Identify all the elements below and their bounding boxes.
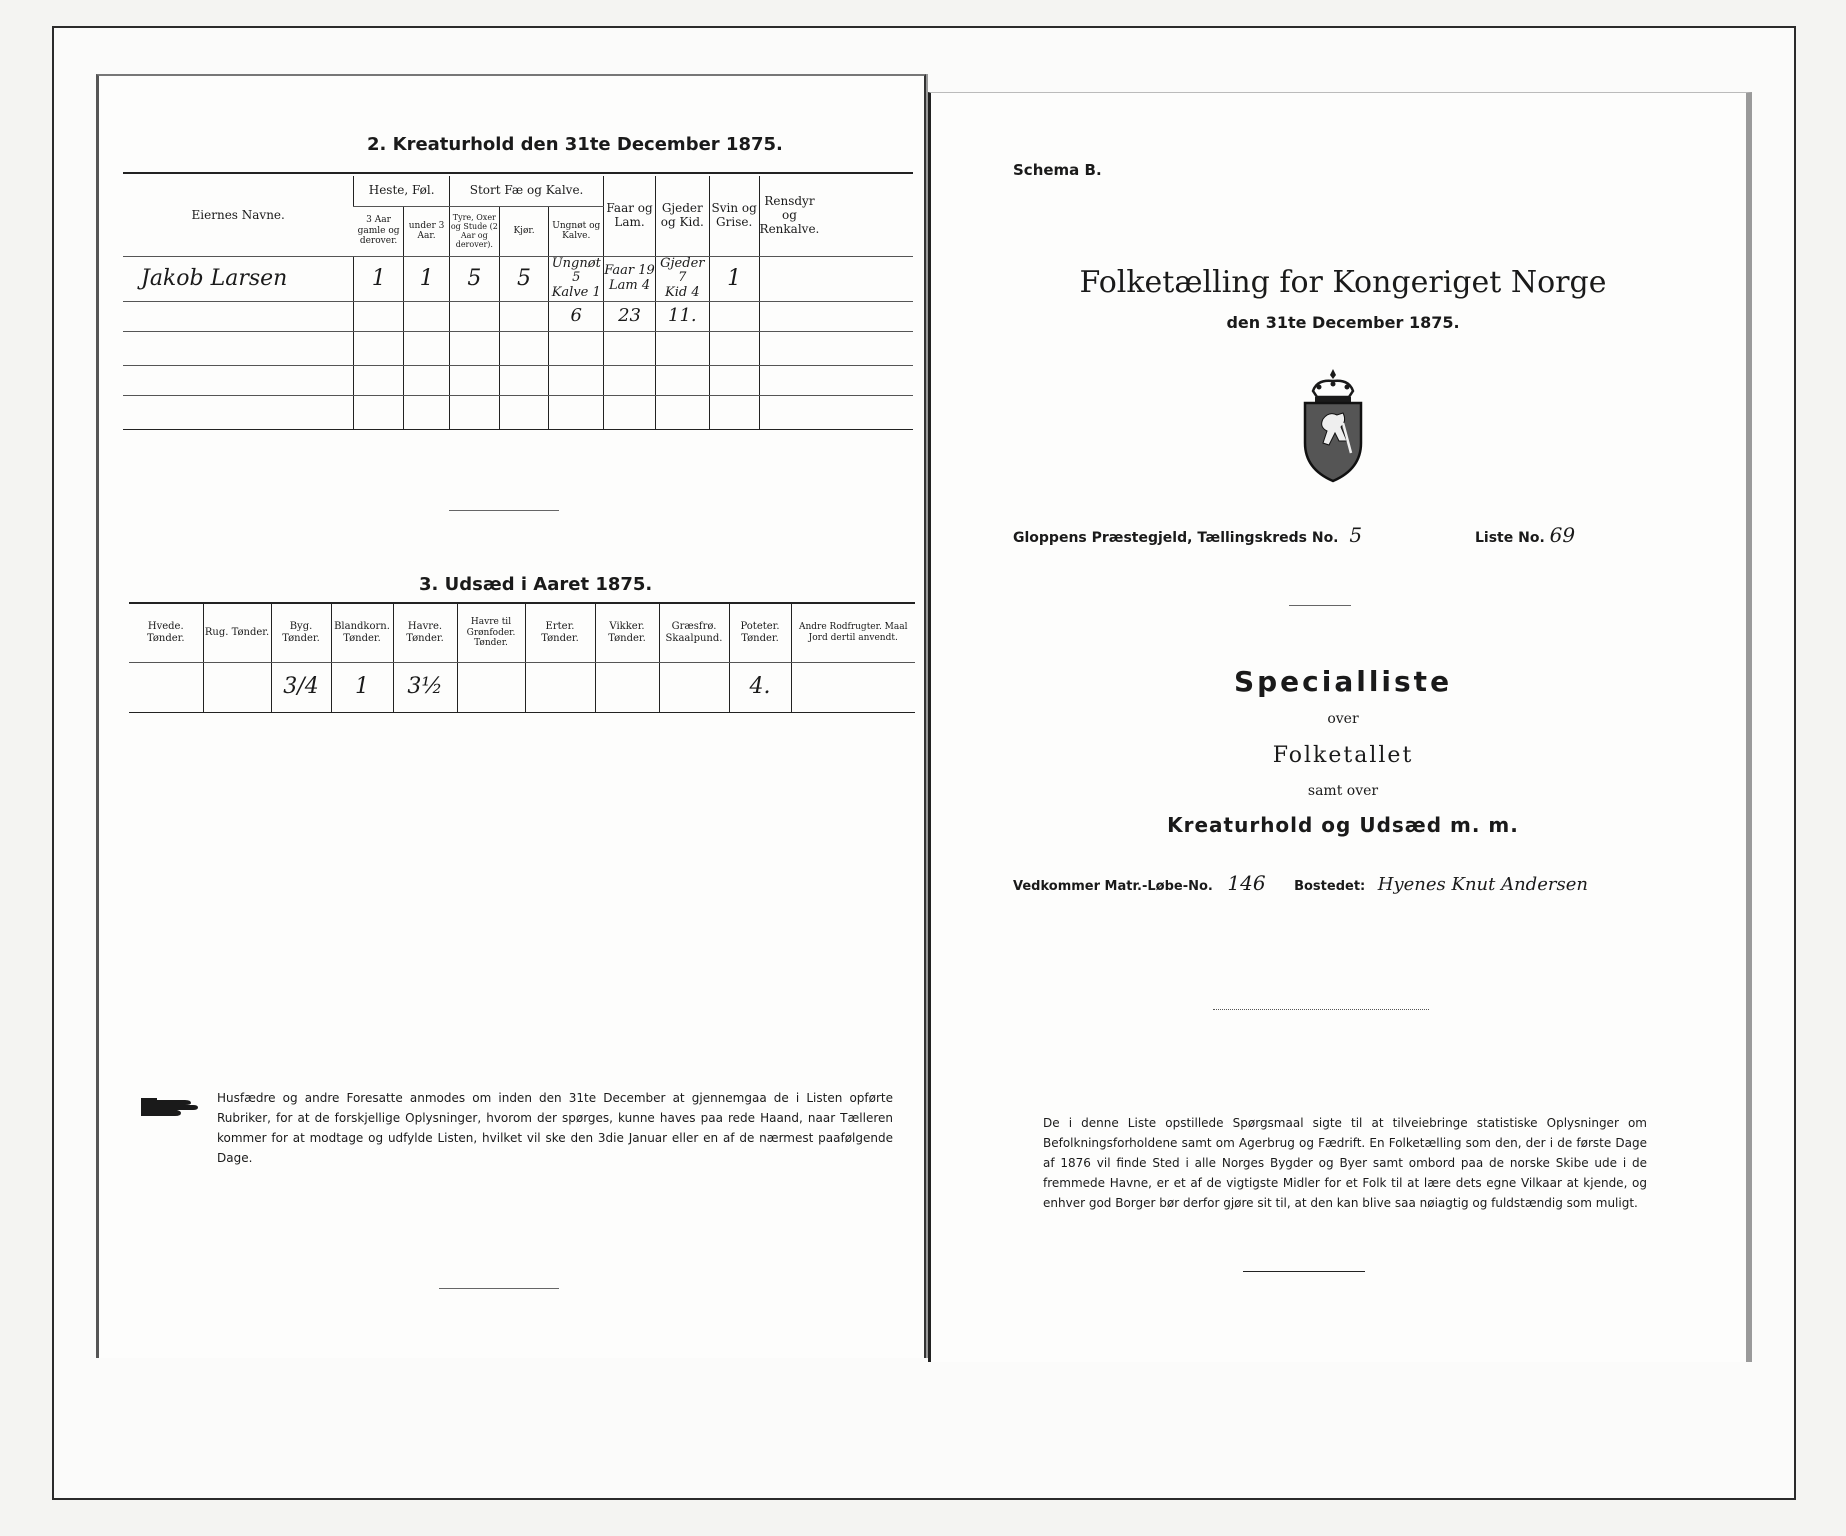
matr-line [1013, 871, 1588, 895]
horses-old-header: 3 Aar gamle og derover. [354, 206, 404, 256]
prestegjeld-label: Præstegjeld, [1091, 530, 1193, 546]
rye-header: Rug. Tønder. [203, 604, 271, 662]
goats-value: Gjeder 7 Kid 4 [655, 256, 709, 302]
horses-old-value: 1 [354, 256, 404, 302]
owner-header: Eiernes Navne. [123, 176, 354, 256]
district-line [1013, 523, 1362, 547]
bottom-rule-left [439, 1288, 559, 1289]
potatoes-header: Poteter. Tønder. [729, 604, 791, 662]
kreds-label: Tællingskreds No. [1197, 530, 1339, 546]
livestock-table [123, 176, 913, 430]
grass-seed-value [659, 662, 729, 712]
norwegian-coat-of-arms-icon [1293, 365, 1373, 485]
bulls-value: 5 [449, 256, 499, 302]
section3-title: 3. Udsæd i Aaret 1875. [419, 574, 653, 595]
special-title: Specialliste [1233, 665, 1453, 698]
young-cattle-total: 6 [549, 302, 604, 332]
right-page [928, 92, 1752, 1362]
dotted-rule [1213, 1009, 1429, 1010]
horses-young-value: 1 [404, 256, 450, 302]
peas-header: Erter. Tønder. [525, 604, 595, 662]
schema-label: Schema B. [1013, 161, 1102, 179]
wheat-value [129, 662, 203, 712]
reindeer-header: Rensdyr og Renkalve. [759, 176, 819, 256]
bottom-rule-right [1243, 1271, 1365, 1272]
goats-header: Gjeder og Kid. [655, 176, 709, 256]
mixed-grain-header: Blandkorn. Tønder. [331, 604, 393, 662]
liste-line [1475, 523, 1575, 547]
bosted-label: Bostedet: [1294, 879, 1366, 894]
barley-value: 3/4 [271, 662, 331, 712]
young-cattle-header: Ungnøt og Kalve. [549, 206, 604, 256]
cows-header: Kjør. [499, 206, 549, 256]
vetch-value [595, 662, 659, 712]
young-cattle-value: Ungnøt 5 Kalve 1 [549, 256, 604, 302]
cows-value: 5 [499, 256, 549, 302]
bulls-header: Tyre, Oxer og Stude (2 Aar og derover). [449, 206, 499, 256]
matr-label: Vedkommer Matr.-Løbe-No. [1013, 879, 1213, 894]
notice-text: Husfædre og andre Foresatte anmodes om inden den 31te December at gjennemgaa de i Listen opførte Rubriker, for at de forskjellige Oplysninger, hvorom der spørges, kunne haves paa rede Haand, naar Tælleren kommer for at modtage og udfylde Listen, hvilket vil ske den 3die Januar eller en af de nærmest paafølgende Dage. [217, 1091, 893, 1165]
reindeer-value [759, 256, 819, 302]
liste-number: 69 [1549, 523, 1576, 547]
folketallet-text: Folketallet [1272, 743, 1414, 768]
oats-header: Havre. Tønder. [393, 604, 457, 662]
section2-top-rule [123, 172, 913, 174]
goats-total: 11. [655, 302, 709, 332]
other-roots-header: Andre Rodfrugter. Maal Jord dertil anvendt. [791, 604, 915, 662]
bosted-value: Hyenes Knut Andersen [1377, 874, 1588, 895]
kreaturhold-text: Kreaturhold og Udsæd m. m. [1167, 813, 1519, 837]
mixed-grain-value: 1 [331, 662, 393, 712]
green-oats-header: Havre til Grønfoder. Tønder. [457, 604, 525, 662]
left-page [96, 74, 926, 1358]
sheep-header: Faar og Lam. [604, 176, 656, 256]
owner-name: Jakob Larsen [123, 256, 354, 302]
horses-group-header: Heste, Føl. [354, 176, 450, 206]
potatoes-value: 4. [729, 662, 791, 712]
section2-title: 2. Kreaturhold den 31te December 1875. [367, 134, 783, 155]
main-title: Folketælling for Kongeriget Norge [1079, 265, 1607, 300]
samt-over-text: samt over [1307, 783, 1379, 799]
horses-young-header: under 3 Aar. [404, 206, 450, 256]
info-paragraph: De i denne Liste opstillede Spørgsmaal sigte til at tilveiebringe statistiske Oplysninger om Befolkningsforholdene samt om Agerbrug og Fædrift. En Folketælling som den, der i de første Dage af 1876 vil finde Sted i alle Norges Bygder og Byer samt ombord paa de norske Skibe ude i de fremmede Havne, er et af de vigtigste Midler for et Folk til at lære dets egne Vilkaar at kjende, og enhver god Borger bør derfor gjøre sit til, at den kan blive saa nøiagtig og fuldstændig som muligt. [1043, 1116, 1647, 1210]
pigs-header: Svin og Grise. [709, 176, 759, 256]
barley-header: Byg. Tønder. [271, 604, 331, 662]
wheat-header: Hvede. Tønder. [129, 604, 203, 662]
liste-label: Liste No. [1475, 530, 1545, 546]
matr-number: 146 [1227, 871, 1266, 895]
rye-value [203, 662, 271, 712]
pointing-hand-icon [141, 1094, 199, 1120]
sowing-table [129, 604, 915, 713]
pigs-value: 1 [709, 256, 759, 302]
peas-value [525, 662, 595, 712]
green-oats-value [457, 662, 525, 712]
oats-value: 3½ [393, 662, 457, 712]
divider-rule [449, 510, 559, 511]
over-text: over [1327, 711, 1359, 727]
vetch-header: Vikker. Tønder. [595, 604, 659, 662]
grass-seed-header: Græsfrø. Skaalpund. [659, 604, 729, 662]
other-roots-value [791, 662, 915, 712]
divider-rule-right [1289, 605, 1351, 606]
prestegjeld-name: Gloppens [1013, 530, 1087, 546]
sheep-total: 23 [604, 302, 656, 332]
census-date: den 31te December 1875. [1226, 313, 1460, 332]
cattle-group-header: Stort Fæ og Kalve. [449, 176, 603, 206]
kreds-number: 5 [1349, 523, 1363, 547]
blank-col [819, 176, 913, 256]
sheep-value: Faar 19 Lam 4 [604, 256, 656, 302]
